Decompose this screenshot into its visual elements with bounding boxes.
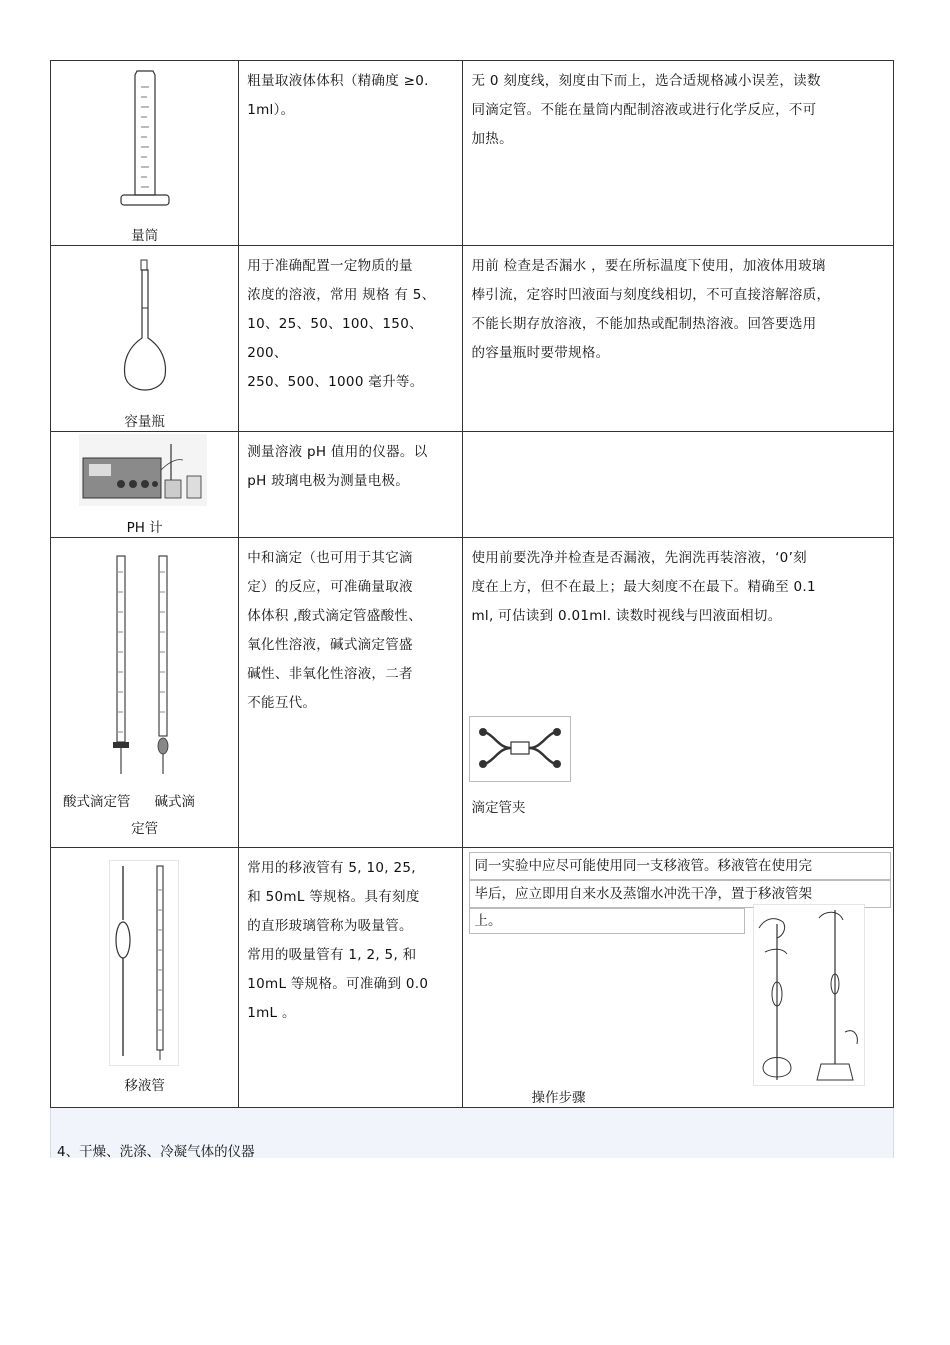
table-row [51, 246, 894, 432]
notes-line-2: 毕后，应立即用自来水及蒸馏水冲洗干净，置于移液管架 [469, 880, 891, 908]
notes-text [463, 432, 893, 444]
notes-text: 用前 检查是否漏水 ，要在所标温度下使用，加液体用玻璃 棒引流，定容时凹液面与刻度线相切，不可直接溶解溶质， 不能长期存放溶液，不能加热或配制热溶液。回答要选用 的容量瓶时要带规格。 [471, 258, 831, 361]
caption-operation-steps: 操作步骤 [531, 1090, 586, 1106]
volumetric-flask-illustration [119, 258, 173, 392]
table-row [51, 61, 894, 246]
notes-cell [463, 432, 894, 538]
caption-acid-burette: 酸式滴定管 [63, 794, 131, 810]
notes-line-3: 上。 [469, 908, 745, 934]
ph-meter-illustration [79, 434, 207, 506]
image-cell [51, 848, 239, 1108]
image-cell [51, 432, 239, 538]
notes-cell [463, 246, 894, 432]
table-row [51, 538, 894, 848]
notes-cell [463, 848, 894, 1108]
caption-graduated-cylinder: 量筒 [131, 228, 159, 244]
burettes-illustration [107, 552, 187, 778]
section-bar [50, 1108, 894, 1158]
usage-cell [239, 246, 463, 432]
usage-text: 常用的移液管有 5, 10, 25, 和 50mL 等规格。具有刻度 的直形玻璃管称为吸量管。 常用的吸量管有 1, 2, 5, 和 10mL 等规格。可准确到 0.0 1mL 。 [247, 860, 429, 1021]
image-cell [51, 61, 239, 246]
caption-burette-clamp: 滴定管夹 [471, 800, 526, 816]
usage-text: 中和滴定（也可用于其它滴 定）的反应，可准确量取液 体体积 ,酸式滴定管盛酸性、 氧化性溶液，碱式滴定管盛 碱性、非氧化性溶液，二者 不能互代。 [247, 550, 423, 711]
pipettes-illustration [109, 860, 179, 1066]
table-row [51, 848, 894, 1108]
notes-text: 使用前要洗净并检查是否漏液，先润洗再装溶液，‘0’刻 度在上方，但不在最上；最大刻度不在最下。精确至 0.1 ml, 可估读到 0.01ml. 读数时视线与凹液面相切。 [471, 550, 816, 624]
burette-clamp-illustration [469, 716, 571, 782]
section-heading: 4、干燥、洗涤、冷凝气体的仪器 [57, 1144, 255, 1160]
usage-cell [239, 538, 463, 848]
usage-text: 测量溶液 pH 值用的仪器。以 pH 玻璃电极为测量电极。 [247, 444, 428, 489]
notes-cell [463, 61, 894, 246]
notes-cell [463, 538, 894, 848]
caption-base-burette: 碱式滴 [154, 794, 195, 810]
usage-cell [239, 61, 463, 246]
caption-ph-meter: PH 计 [126, 520, 163, 536]
table-row [51, 432, 894, 538]
usage-cell [239, 848, 463, 1108]
notes-line-1: 同一实验中应尽可能使用同一支移液管。移液管在使用完 [469, 852, 891, 880]
instrument-table [50, 60, 894, 1108]
usage-text: 粗量取液体体积（精确度 ≥0. 1ml）。 [247, 73, 429, 118]
usage-cell [239, 432, 463, 538]
caption-base-burette-cont: 定管 [131, 821, 159, 837]
image-cell [51, 246, 239, 432]
usage-text: 用于准确配置一定物质的量 浓度的溶液，常用 规格 有 5、 10、25、50、100、150、200、 250、500、1000 毫升等。 [247, 258, 436, 390]
pipetting-steps-illustration [753, 904, 865, 1086]
image-cell [51, 538, 239, 848]
notes-text: 无 0 刻度线，刻度由下而上，选合适规格减小误差，读数 同滴定管。不能在量筒内配制溶液或进行化学反应，不可 加热。 [471, 73, 821, 147]
caption-pipette: 移液管 [124, 1078, 165, 1094]
caption-volumetric-flask: 容量瓶 [124, 414, 165, 430]
graduated-cylinder-illustration [117, 67, 173, 215]
